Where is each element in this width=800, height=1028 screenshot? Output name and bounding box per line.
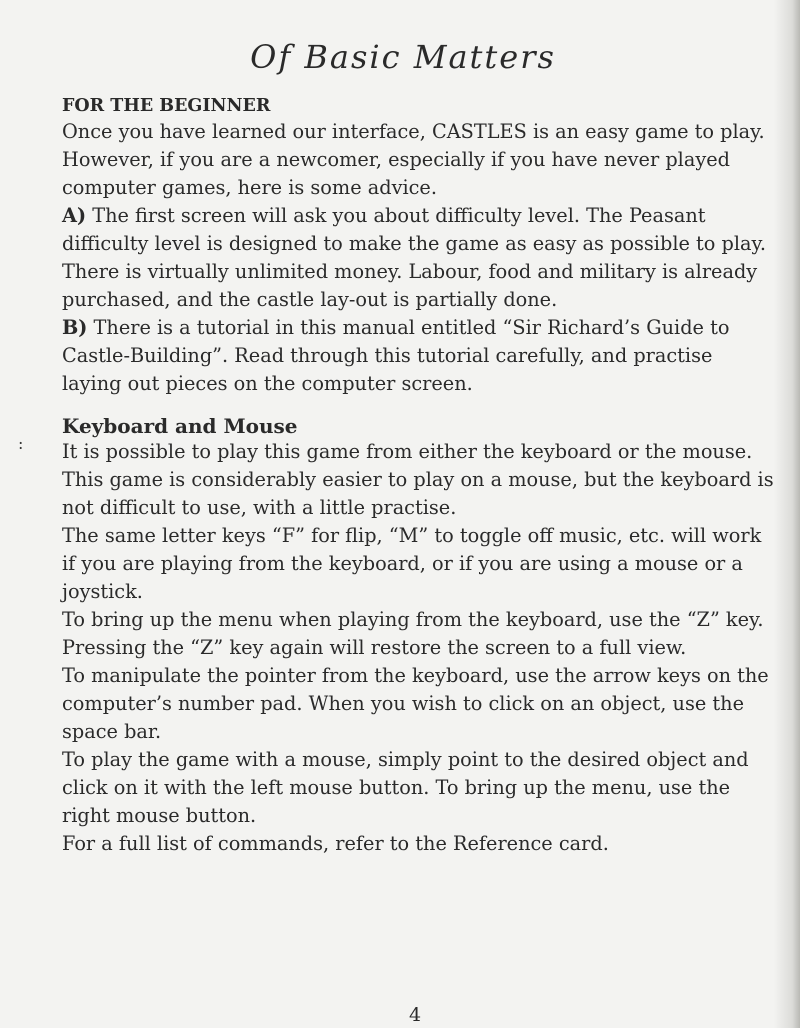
advice-b-label: B): [62, 316, 88, 339]
page-title: Of Basic Matters: [250, 38, 556, 76]
advice-a-text: The first screen will ask you about difficulty level. The Peasant difficulty level is designed to make the game as easy as possible to play. There is virtually unlimited money. Labour, food and military is already purchased, and the castle lay-out is partially done.: [62, 204, 766, 311]
page-number: 4: [408, 1004, 422, 1026]
advice-a-label: A): [62, 204, 87, 227]
keyboard-p2: The same letter keys “F” for flip, “M” to toggle off music, etc. will work if you are playing from the keyboard, or if you are using a mouse or a joystick.: [62, 524, 762, 603]
advice-b-text: There is a tutorial in this manual entitled “Sir Richard’s Guide to Castle-Building”. Read through this tutorial carefully, and practise laying out pieces on the computer screen.: [62, 316, 730, 395]
beginner-intro: Once you have learned our interface, CASTLES is an easy game to play. However, if you are a newcomer, especially if you have never played computer games, here is some advice.: [62, 120, 765, 199]
advice-a: [62, 202, 774, 314]
keyboard-p3: To bring up the menu when playing from the keyboard, use the “Z” key. Pressing the “Z” key again will restore the screen to a full view.: [62, 608, 764, 659]
keyboard-p6: For a full list of commands, refer to the Reference card.: [62, 832, 609, 855]
margin-mark: :: [18, 434, 24, 453]
keyboard-p1: It is possible to play this game from either the keyboard or the mouse. This game is considerably easier to play on a mouse, but the keyboard is not difficult to use, with a little practise.: [62, 440, 774, 519]
keyboard-p5: To play the game with a mouse, simply point to the desired object and click on it with the left mouse button. To bring up the menu, use the right mouse button.: [62, 748, 749, 827]
advice-b: [62, 314, 774, 398]
manual-page: [62, 0, 774, 858]
beginner-heading: FOR THE BEGINNER: [62, 96, 271, 116]
keyboard-heading: Keyboard and Mouse: [62, 414, 298, 438]
page-edge-shadow: [774, 0, 800, 1028]
keyboard-p4: To manipulate the pointer from the keyboard, use the arrow keys on the computer’s number pad. When you wish to click on an object, use the space bar.: [62, 664, 769, 743]
